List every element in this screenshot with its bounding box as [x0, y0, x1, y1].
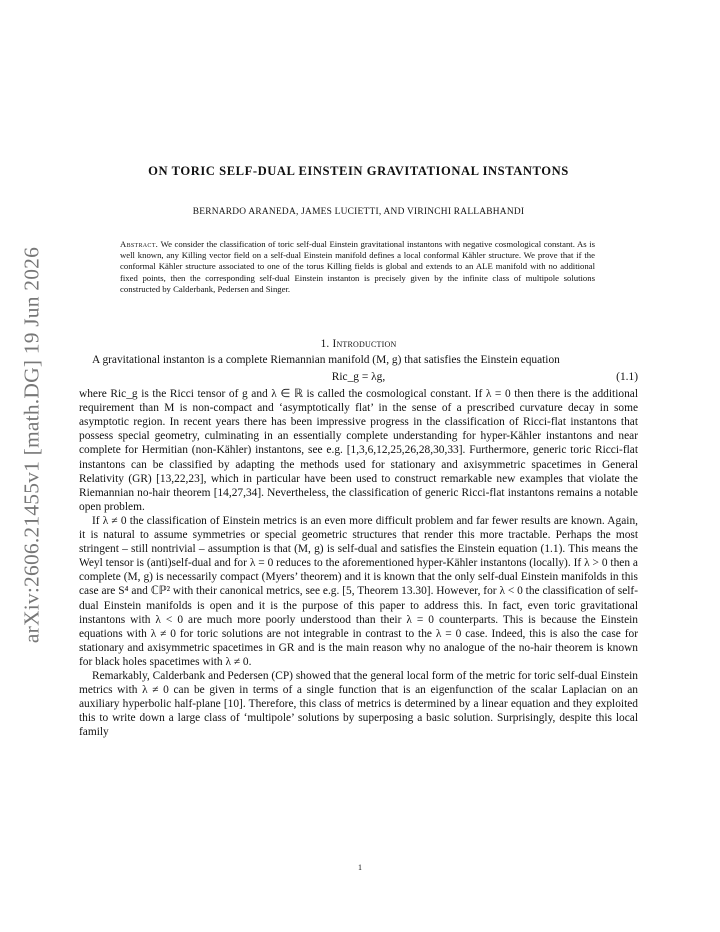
abstract-text: We consider the classification of toric self-dual Einstein gravitational instantons with negative cosmological constant. As is well known, any Killing vector field on a self-dual Einstein manifold defines a local conformal Kähler structure. We prove that if the conformal Kähler structure associated to one of the torus Killing fields is global and extends to an ALE manifold with no additional fixed points, then the corresponding self-dual Einstein instanton is precisely given by the infinite class of multipole solutions constructed by Calderbank, Pedersen and Singer.: [120, 239, 596, 294]
section-title: Introduction: [332, 338, 397, 351]
page-number: 1: [358, 863, 362, 872]
equation-expression: Ric_g = λg,: [331, 371, 386, 384]
paragraph-1-rest: where Ric_g is the Ricci tensor of g and λ ∈ ℝ is called the cosmological constant. If λ = 0 then there is the additional requirement than M is non-compact and ‘asymptotically flat’ in the sense of a prescribed curvature decay in some asymptotic region. In recent years there has been impressive progress in the classification of Ricci-flat instantons that possess special geometry, culminating in an essentially complete understanding for hyper-Kähler instantons and near complete for Hermitian (non-Kähler) instantons, see e.g. [1,3,6,12,25,26,28,30,33]. Furthermore, generic toric Ricci-flat instantons can be classified by adapting the methods used for stationary and axisymmetric spacetimes in General Relativity (GR) [13,22,23], which in particular have been used to construct remarkable new examples that violate the Riemannian no-hair theorem [14,27,34]. Nevertheless, the classification of generic Ricci-flat instantons remains a notable open problem.: [79, 388, 638, 513]
section-number: 1.: [320, 338, 330, 351]
arxiv-identifier: arXiv:2606.21455v1 [math.DG] 19 Jun 2026: [19, 246, 44, 644]
body-text: [79, 353, 638, 739]
equation-1-1: [79, 367, 638, 387]
abstract: [120, 239, 595, 295]
paper-page: [79, 164, 638, 739]
paragraph-2: If λ ≠ 0 the classification of Einstein metrics is an even more difficult problem and far fewer results are known. Again, it is natural to assume symmetries or special geometric structures that render this more tractable. Perhaps the most stringent – still nontrivial – assumption is that (M, g) is self-dual and satisfies the Einstein equation (1.1). This means the Weyl tensor is (anti)self-dual and for λ = 0 reduces to the aforementioned hyper-Kähler instantons (locally). If λ > 0 then a complete (M, g) is necessarily compact (Myers’ theorem) and it is known that the only self-dual Einstein manifolds in this case are S⁴ and ℂℙ² with their canonical metrics, see e.g. [5, Theorem 13.30]. However, for λ < 0 the classification of self-dual Einstein manifolds is open and it is the purpose of this paper to address this. In fact, even toric gravitational instantons with λ < 0 are much more poorly understood than their λ = 0 counterparts. This is because the Einstein equations with λ ≠ 0 for toric solutions are not integrable in contrast to the λ = 0 case. Indeed, this is also the case for stationary and axisymmetric spacetimes in GR and is the main reason why no analogue of the no-hair theorem is known for black holes spacetimes with λ ≠ 0.: [79, 514, 638, 668]
arxiv-sidebar: [12, 225, 52, 665]
equation-number: (1.1): [616, 371, 638, 384]
paper-title: ON TORIC SELF-DUAL EINSTEIN GRAVITATIONAL INSTANTONS: [148, 164, 569, 178]
paragraph-3: Remarkably, Calderbank and Pedersen (CP) showed that the general local form of the metric for toric self-dual Einstein metrics with λ ≠ 0 can be given in terms of a single function that is an eigenfunction of the scalar Laplacian on an auxiliary hyperbolic half-plane [10]. Therefore, this class of metrics is determined by a linear equation and they exploited this to write down a large class of ‘multipole’ solutions by superposing a basic solution. Surprisingly, despite this local family: [79, 669, 638, 739]
paper-authors: BERNARDO ARANEDA, JAMES LUCIETTI, AND VIRINCHI RALLABHANDI: [192, 207, 525, 217]
paragraph-1-start: A gravitational instanton is a complete Riemannian manifold (M, g) that satisfies the Einstein equation: [92, 354, 560, 367]
abstract-label: Abstract.: [120, 239, 159, 249]
section-heading: [79, 338, 638, 350]
